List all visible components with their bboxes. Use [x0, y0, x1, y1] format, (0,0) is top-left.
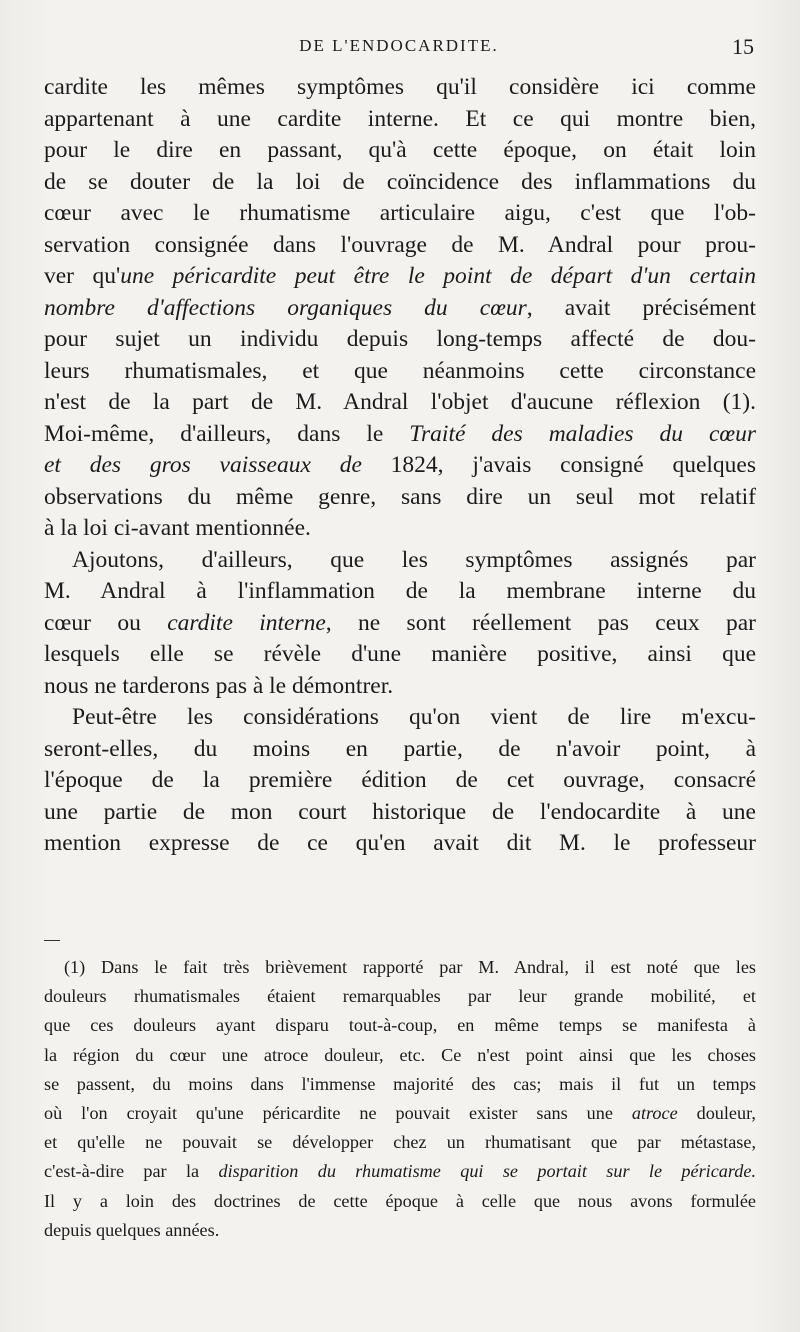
text-line — [44, 576, 756, 608]
text-segment: et qu'elle ne pouvait se développer chez un rhumatisant que par métastase, — [44, 1132, 756, 1153]
page-number: 15 — [732, 34, 754, 59]
text-segment: cœur avec le rhumatisme articulaire aigu, c'est que l'ob- — [44, 200, 756, 226]
text-segment: mention expresse de ce qu'en avait dit M. le professeur — [44, 830, 756, 856]
text-segment: n'est de la part de M. Andral l'objet d'aucune réflexion (1). — [44, 389, 756, 415]
footnote-line — [44, 1099, 756, 1128]
text-segment: la région du cœur une atroce douleur, etc. Ce n'est point ainsi que les choses — [44, 1044, 756, 1065]
text-line — [44, 608, 756, 640]
text-line — [44, 639, 756, 671]
footnote-line — [44, 1128, 756, 1157]
text-segment: douleur, — [677, 1102, 756, 1123]
text-line — [44, 482, 756, 514]
text-segment: lesquels elle se révèle d'une manière positive, ainsi que — [44, 641, 756, 667]
text-segment: ver qu' — [44, 263, 121, 289]
text-line — [44, 324, 756, 356]
footnote-rule — [44, 940, 60, 941]
text-line — [44, 356, 756, 388]
text-line — [44, 513, 756, 545]
text-segment: que ces douleurs ayant disparu tout-à-coup, en même temps se manifesta à — [44, 1015, 756, 1036]
italic-text: une péricardite peut être le point de départ d'un certain — [120, 263, 756, 289]
footnote-line — [44, 1157, 756, 1186]
italic-text: nombre d'affections organiques du cœur — [44, 294, 527, 321]
text-segment: Ajoutons, d'ailleurs, que les symptômes assignés par — [72, 546, 756, 573]
text-line — [44, 702, 756, 734]
footnote-line — [44, 1011, 756, 1040]
text-segment: seront-elles, du moins en partie, de n'avoir point, à — [44, 735, 756, 762]
text-segment: nous ne tarderons pas à le démontrer. — [44, 672, 394, 699]
italic-text: atroce — [631, 1102, 678, 1123]
text-segment: douleurs rhumatismales étaient remarquables par leur grande mobilité, et — [44, 986, 756, 1007]
text-line — [44, 419, 756, 451]
text-line — [44, 135, 756, 167]
italic-text: Traité des maladies du cœur — [409, 420, 757, 447]
text-segment: , ne sont réellement pas ceux par — [325, 609, 756, 636]
text-segment: depuis quelques années. — [44, 1219, 220, 1240]
text-segment: cardite les mêmes symptômes qu'il considère ici comme — [44, 74, 756, 100]
text-line — [44, 72, 756, 104]
text-segment: M. Andral à l'inflammation de la membrane interne du — [44, 578, 756, 604]
text-segment: pour le dire en passant, qu'à cette époque, on était loin — [44, 137, 756, 163]
text-line — [44, 167, 756, 199]
text-segment: à la loi ci-avant mentionnée. — [44, 515, 311, 541]
text-line — [44, 293, 756, 325]
running-head — [44, 34, 754, 60]
text-line — [44, 198, 756, 230]
text-line — [44, 797, 756, 829]
text-line — [44, 828, 756, 860]
text-segment: cœur ou — [44, 609, 168, 636]
running-title: DE L'ENDOCARDITE. — [299, 36, 499, 55]
main-text — [44, 72, 756, 860]
footnote-line — [44, 1041, 756, 1070]
italic-text: cardite interne — [167, 609, 326, 636]
text-line — [44, 545, 756, 577]
text-line — [44, 230, 756, 262]
text-segment: appartenant à une cardite interne. Et ce qui montre bien, — [44, 105, 756, 132]
text-line — [44, 104, 756, 136]
text-segment: Moi-même, d'ailleurs, dans le — [44, 420, 410, 447]
text-line — [44, 261, 756, 293]
text-line — [44, 671, 756, 703]
footnote-line — [44, 953, 756, 982]
footnote-line — [44, 1216, 756, 1245]
text-segment: se passent, du moins dans l'immense majorité des cas; mais il fut un temps — [44, 1073, 756, 1094]
italic-text: et des gros vaisseaux de — [44, 452, 362, 478]
text-segment: pour sujet un individu depuis long-temps affecté de dou- — [44, 326, 756, 352]
text-segment: 1824, j'avais consigné quelques — [361, 452, 756, 478]
footnote-line — [44, 1187, 756, 1216]
footnotes — [44, 953, 756, 1245]
text-segment: où l'on croyait qu'une péricardite ne pouvait exister sans une — [44, 1102, 632, 1123]
text-line — [44, 765, 756, 797]
text-segment: leurs rhumatismales, et que néanmoins cette circonstance — [44, 357, 756, 384]
text-segment: l'époque de la première édition de cet ouvrage, consacré — [44, 767, 756, 793]
text-segment: , avait précisément — [526, 294, 756, 321]
text-segment: de se douter de la loi de coïncidence des inflammations du — [44, 168, 756, 195]
text-segment: Il y a loin des doctrines de cette époque à celle que nous avons formulée — [44, 1190, 756, 1211]
text-line — [44, 387, 756, 419]
text-segment: Peut-être les considérations qu'on vient de lire m'excu- — [72, 704, 756, 730]
italic-text: disparition du rhumatisme qui se portait sur le péricarde. — [218, 1161, 756, 1182]
footnote-line — [44, 1070, 756, 1099]
text-segment: c'est-à-dire par la — [44, 1161, 219, 1182]
text-segment: observations du même genre, sans dire un seul mot relatif — [44, 483, 756, 510]
text-segment: servation consignée dans l'ouvrage de M. Andral pour prou- — [44, 231, 756, 258]
text-segment: une partie de mon court historique de l'endocardite à une — [44, 798, 756, 825]
footnote-line — [44, 982, 756, 1011]
text-segment: (1) Dans le fait très brièvement rapporté par M. Andral, il est noté que les — [64, 957, 756, 977]
text-line — [44, 450, 756, 482]
text-line — [44, 734, 756, 766]
